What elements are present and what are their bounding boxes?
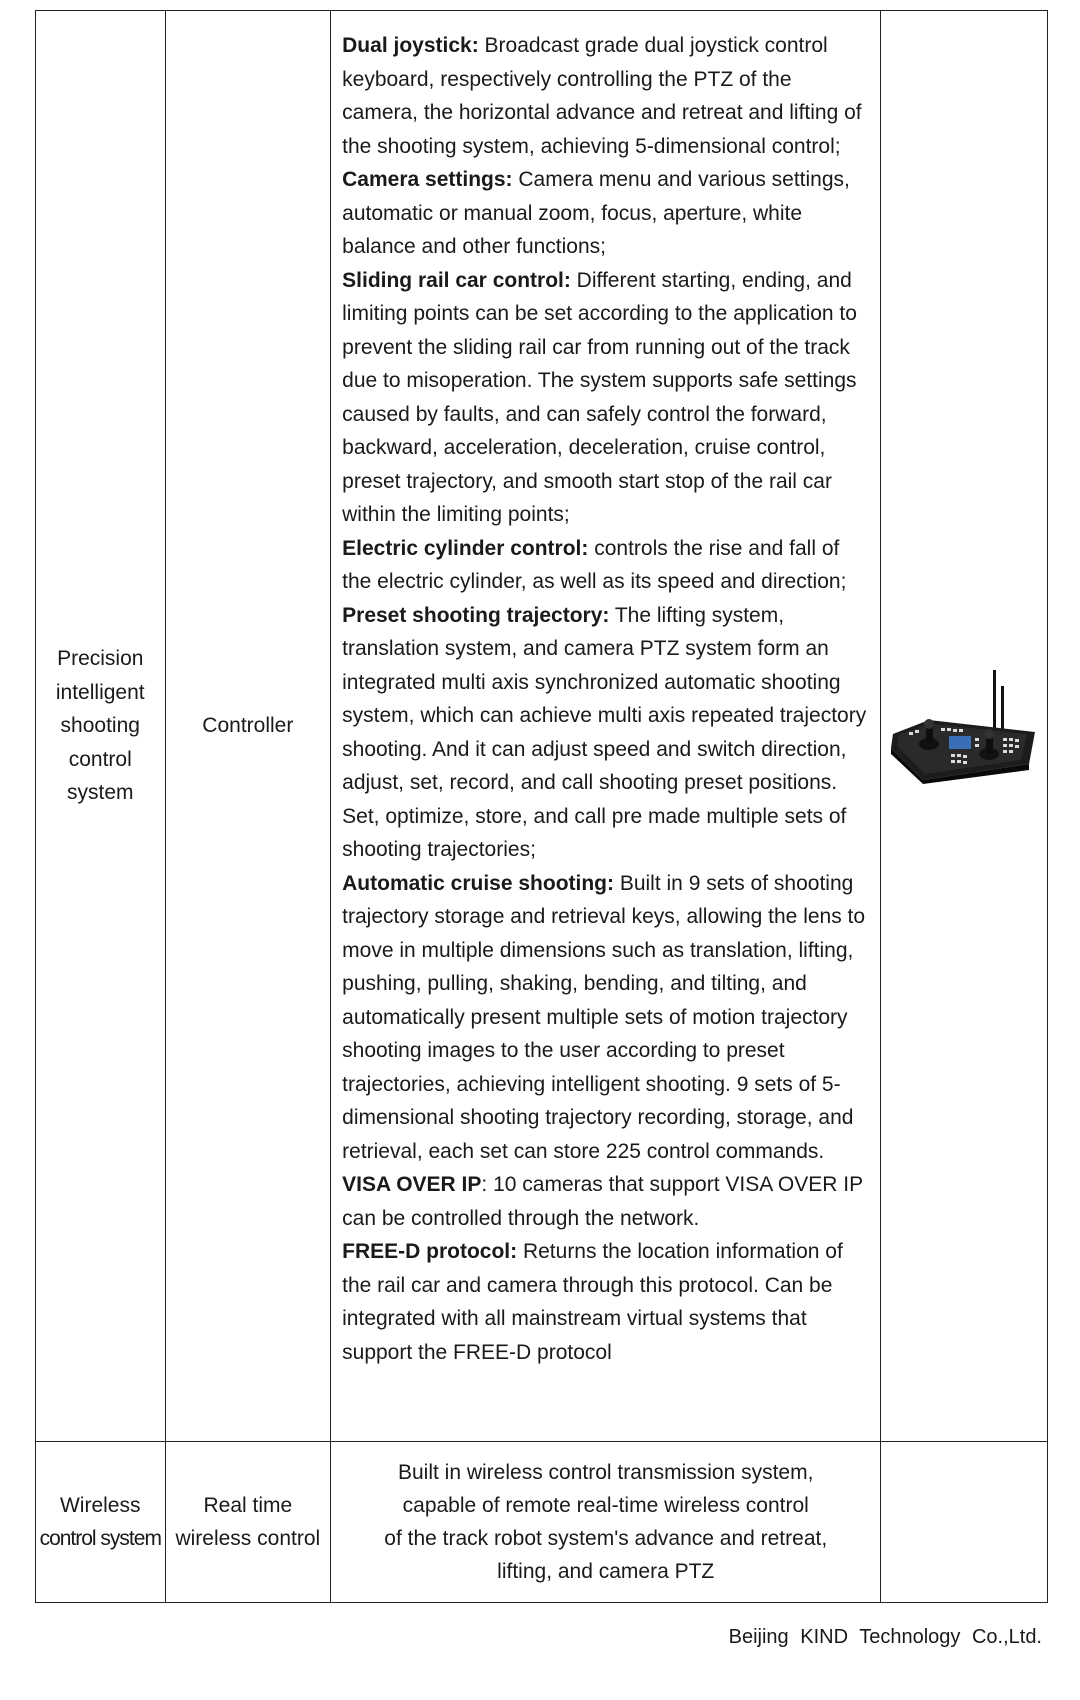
description-line: Built in wireless control transmission system,	[397, 1461, 814, 1484]
component-name: Controller	[202, 714, 294, 738]
controller-keyboard-image	[889, 664, 1039, 784]
feature-heading: Electric cylinder control:	[342, 536, 589, 560]
component-cell	[165, 1442, 331, 1603]
description-cell	[331, 1442, 881, 1603]
feature-heading: Sliding rail car control:	[342, 268, 571, 292]
feature-heading: FREE-D protocol:	[342, 1240, 518, 1263]
feature-dual-joystick	[342, 29, 868, 163]
component-name-line: Real time	[203, 1493, 293, 1517]
feature-text: controls the rise and fall of the electric cylinder, as well as its speed and direction;	[342, 536, 847, 593]
feature-heading: VISA OVER IP	[342, 1173, 482, 1196]
feature-visa-over-ip	[342, 1168, 868, 1235]
feature-text: Broadcast grade dual joystick control keyboard, respectively controlling the PTZ of the camera, the horizontal advance and retreat and lifting of the shooting system, achieving 5-dimensional control;	[342, 34, 862, 158]
system-name: Precision intelligent shooting control system	[55, 647, 145, 805]
component-cell	[165, 11, 331, 1442]
feature-text: Camera menu and various settings, automatic or manual zoom, focus, aperture, white balance and other functions;	[342, 168, 850, 258]
feature-heading: Dual joystick:	[342, 34, 479, 57]
system-name-line: control system	[39, 1527, 161, 1550]
component-name-line: wireless control	[175, 1527, 321, 1550]
feature-text: Different starting, ending, and limiting points can be set according to the application to prevent the sliding rail car from running out of the track due to misoperation. The system supports safe settings caused by faults, and can safely control the forward, backward, acceleration, deceleration, cruise control, preset trajectory, and smooth start stop of the rail car within the limiting points;	[342, 268, 857, 526]
feature-text: : 10 cameras that support VISA OVER IP can be controlled through the network.	[342, 1173, 863, 1230]
feature-automatic-cruise	[342, 867, 868, 1169]
table-row	[36, 1442, 1048, 1603]
description-line: capable of remote real-time wireless control	[402, 1494, 809, 1517]
feature-heading: Preset shooting trajectory:	[342, 603, 610, 627]
feature-heading: Camera settings:	[342, 168, 513, 191]
spec-table	[35, 10, 1048, 1603]
product-image-cell	[881, 11, 1048, 1442]
company-footer: Beijing KIND Technology Co.,Ltd.	[728, 1626, 1042, 1648]
empty-image-cell	[881, 1442, 1048, 1603]
feature-camera-settings	[342, 163, 868, 264]
feature-text: Returns the location information of the rail car and camera through this protocol. Can be integrated with all mainstream virtual systems that support the FREE-D protocol	[342, 1240, 843, 1364]
system-name-cell	[36, 11, 166, 1442]
system-name-line: Wireless	[59, 1493, 141, 1517]
feature-heading: Automatic cruise shooting:	[342, 871, 614, 895]
feature-sliding-rail-car	[342, 264, 868, 532]
feature-text: The lifting system, translation system, and camera PTZ system form an integrated multi axis synchronized automatic shooting system, which can achieve multi axis repeated trajectory shooting. And it can adjust speed and switch direction, adjust, set, record, and call shooting preset positions. Set, optimize, store, and call pre made multiple sets of shooting trajectories;	[342, 603, 867, 861]
description-cell	[331, 11, 881, 1442]
feature-preset-trajectory	[342, 599, 868, 867]
feature-text: Built in 9 sets of shooting trajectory storage and retrieval keys, allowing the lens to move in multiple dimensions such as translation, lifting, pushing, pulling, shaking, bending, and tilting, and automatically present multiple sets of motion trajectory shooting images to the user according to preset trajectories, achieving intelligent shooting. 9 sets of 5-dimensional shooting trajectory recording, storage, and retrieval, each set can store 225 control commands.	[342, 871, 866, 1163]
feature-electric-cylinder	[342, 532, 868, 599]
description-line: lifting, and camera PTZ	[497, 1560, 715, 1583]
description-line: of the track robot system's advance and retreat,	[384, 1527, 828, 1550]
table-row	[36, 11, 1048, 1442]
feature-free-d	[342, 1235, 868, 1369]
system-name-cell	[36, 1442, 166, 1603]
